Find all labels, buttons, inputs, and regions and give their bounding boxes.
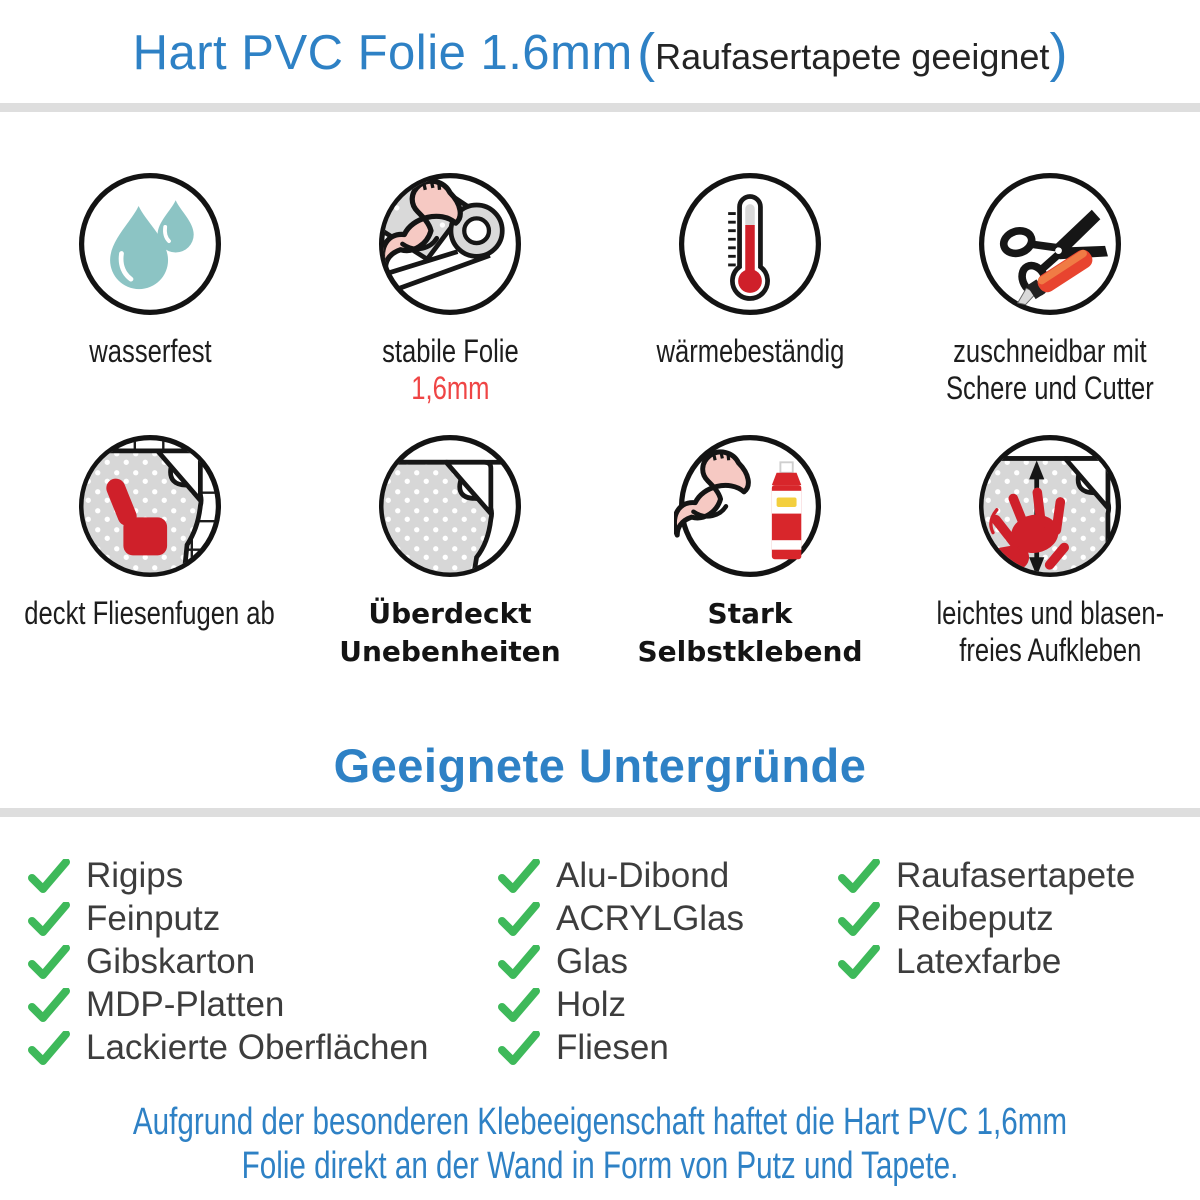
substrate-label: Raufasertapete (896, 855, 1136, 895)
feature-label-line: wärmebeständig (656, 333, 844, 369)
thermometer-icon (674, 168, 826, 320)
list-item (28, 983, 428, 1026)
foil-fold-icon (374, 430, 526, 582)
substrate-label: Reibeputz (896, 898, 1054, 938)
feature-label-line: Stark (707, 597, 793, 630)
feature-label (0, 595, 307, 632)
check-icon (498, 945, 540, 979)
feature-label (365, 333, 536, 407)
feature-label-line: wasserfest (88, 333, 212, 369)
feature-stable-foil (300, 166, 600, 428)
feature-label (920, 333, 1180, 407)
feature-label-line: Selbstklebend (637, 635, 863, 668)
substrate-label: Fliesen (556, 1027, 669, 1067)
check-icon (498, 988, 540, 1022)
list-item (498, 1026, 744, 1069)
thickness-value: 1,6mm (410, 370, 490, 406)
list-item (498, 854, 744, 897)
check-icon (498, 902, 540, 936)
substrates-heading: Geeignete Untergründe (333, 739, 867, 792)
list-item (28, 854, 428, 897)
muscle-glue-icon (674, 430, 826, 582)
divider-substrates (0, 808, 1200, 817)
feature-waterproof (0, 166, 300, 428)
feature-cuttable (900, 166, 1200, 428)
feature-label-line: stabile Folie (381, 333, 519, 369)
substrate-label: Alu-Dibond (556, 855, 730, 895)
feature-heat-resistant (600, 166, 900, 428)
substrate-label: Gibskarton (86, 941, 256, 981)
substrates-list (0, 854, 1200, 1084)
feature-label-line: deckt Fliesenfugen ab (24, 595, 276, 631)
substrate-label: Feinputz (86, 898, 221, 938)
title-subtitle: Raufasertapete geeignet (655, 36, 1050, 77)
water-drops-icon (74, 168, 226, 320)
substrate-label: Rigips (86, 855, 184, 895)
feature-label-line: Unebenheiten (339, 635, 561, 668)
adhesive-note-line1: Aufgrund der besonderen Klebeeigenschaft haftet die Hart PVC 1,6mm (132, 1101, 1068, 1143)
check-icon (498, 1031, 540, 1065)
adhesive-note-line2: Folie direkt an der Wand in Form von Putz und Tapete. (241, 1145, 959, 1187)
check-icon (28, 902, 70, 936)
feature-label (908, 595, 1193, 669)
feature-bubble-free-application (900, 428, 1200, 690)
list-item (28, 940, 428, 983)
feature-covers-tile-joints (0, 428, 300, 690)
title-paren-close: ) (1049, 23, 1068, 83)
feature-self-adhesive (600, 428, 900, 690)
list-item (498, 983, 744, 1026)
substrates-column-2 (498, 854, 744, 1069)
check-icon (498, 859, 540, 893)
feature-label-line: Überdeckt (368, 597, 532, 630)
check-icon (28, 1031, 70, 1065)
divider-top (0, 103, 1200, 112)
page-title (0, 22, 1200, 84)
adhesive-note (0, 1100, 1200, 1188)
substrate-label: Holz (556, 984, 627, 1024)
list-item (28, 897, 428, 940)
feature-label-line: leichtes und blasen- (936, 595, 1164, 631)
feature-grid (0, 166, 1200, 690)
list-item (838, 897, 1135, 940)
substrate-label: MDP-Platten (86, 984, 285, 1024)
substrates-column-3 (838, 854, 1135, 983)
list-item (498, 897, 744, 940)
feature-label (633, 333, 868, 370)
list-item (838, 854, 1135, 897)
hand-smoothing-icon (974, 430, 1126, 582)
substrates-column-1 (28, 854, 428, 1069)
check-icon (28, 945, 70, 979)
title-paren-open: ( (637, 23, 656, 83)
check-icon (838, 859, 880, 893)
feature-label (637, 595, 862, 671)
check-icon (28, 988, 70, 1022)
check-icon (838, 902, 880, 936)
feature-label-line: Schere und Cutter (946, 370, 1154, 406)
substrate-label: Lackierte Oberflächen (86, 1027, 429, 1067)
substrate-label: Latexfarbe (896, 941, 1062, 981)
feature-label (339, 595, 560, 671)
feature-label-line: zuschneidbar mit (953, 333, 1147, 369)
feature-label (74, 333, 227, 370)
list-item (28, 1026, 428, 1069)
title-main: Hart PVC Folie 1.6mm (132, 26, 633, 80)
tile-thumb-up-icon (74, 430, 226, 582)
list-item (498, 940, 744, 983)
substrate-label: ACRYLGlas (556, 898, 745, 938)
scissors-cutter-icon (974, 168, 1126, 320)
check-icon (28, 859, 70, 893)
substrate-label: Glas (556, 941, 628, 981)
muscle-foil-icon (374, 168, 526, 320)
check-icon (838, 945, 880, 979)
list-item (838, 940, 1135, 983)
feature-label-line: freies Aufkleben (958, 632, 1142, 668)
feature-covers-unevenness (300, 428, 600, 690)
